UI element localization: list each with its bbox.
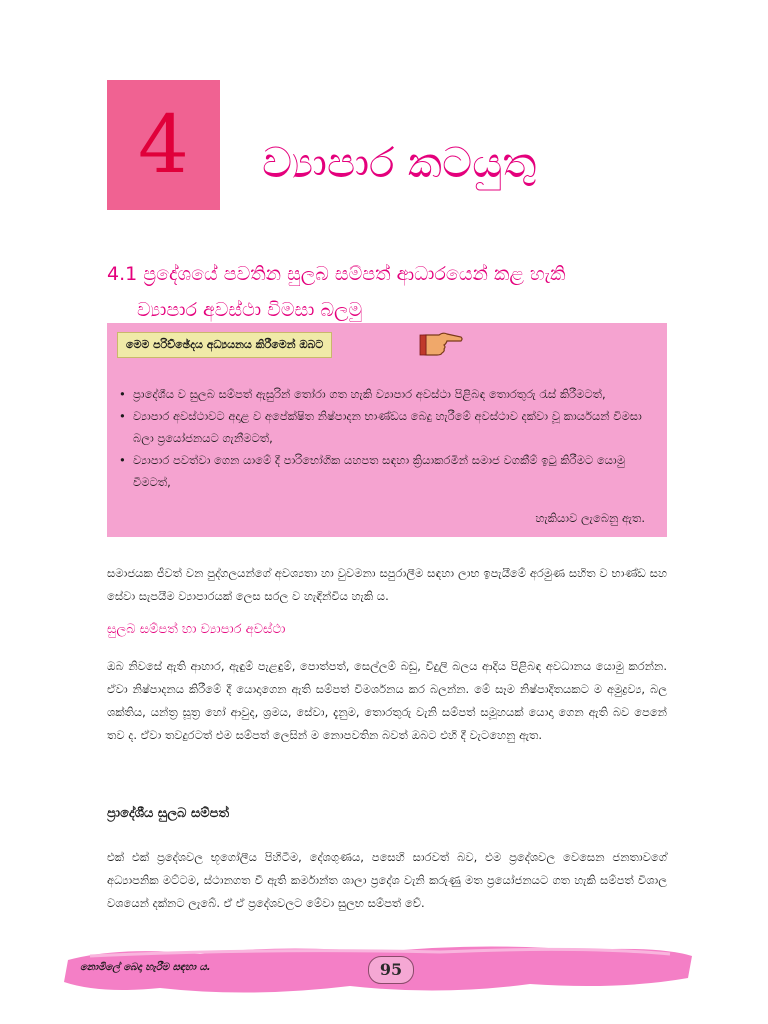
paragraph-resources: ඔබ නිවසේ ඇති ආහාර, ඇඳුම් පැළඳුම්, පොත්පත්, සෙල්ලම් බඩු, විදුලි බලය ආදිය පිළිබඳ අවධානය යොමු කරන්න. ඒවා නිෂ්පාදනය කිරීමේ දී යොදාගෙන ඇති සම්පත් විමර්ශනය කර බලන්න. මේ සෑම නිෂ්පාදිතයකට ම අමුද්‍රව්‍ය, බල ශක්තිය, යන්ත්‍ර සූත්‍ර හෝ ආවුද, ශ්‍රමය, සේවා, දැනුම, තොරතුරු වැනි සම්පත් සමූහයක් යොදා ගෙන ඇති බව පෙනේ තව ද. ඒවා තවදුරටත් එම සම්පත් ලෙසින් ම නොපවතින බවත් ඔබට එහි දී වැටහෙනු ඇත.: [107, 659, 667, 742]
subheading-regional: ප්‍රාදේශීය සුලබ සම්පත්: [107, 806, 230, 821]
section-heading: [107, 256, 707, 328]
intro-paragraph: සමාජයක ජීවත් වන පුද්ගලයන්ගේ අවශ්‍යතා හා වුවමනා සපුරාලීම සඳහා ලාභ ඉපැයීමේ අරමුණ සහිත ව භාණ්ඩ සහ සේවා සැපයීම ව්‍යාපාරයක් ලෙස සරල ව හැඳින්විය හැකි ය.: [107, 566, 667, 603]
list-item: • ව්‍යාපාර පවත්වා ගෙන යාමේ දී පාරිභෝගික යහපත සඳහා ක්‍රියාකරමින් සමාජ වගකීම් ඉටු කිරීමට යොමු වීමටත්,: [119, 449, 655, 493]
bullet-icon: •: [119, 409, 126, 423]
bullet-icon: •: [119, 453, 126, 467]
objectives-list: [119, 383, 655, 493]
footer-slogan: නොමිලේ බෙදා හැරීම සඳහා ය.: [80, 962, 211, 973]
subheading-resources: සුලබ සම්පත් හා ව්‍යාපාර අවස්ථා: [107, 622, 286, 637]
list-item: • ප්‍රාදේශීය ව සුලබ සම්පත් ඇසුරින් තෝරා ගත හැකි ව්‍යාපාර අවස්ථා පිළිබඳ තොරතුරු රැස් කිරීමටත්,: [119, 383, 655, 405]
objectives-header: මෙම පරිච්ඡේදය අධ්‍යයනය කිරීමෙන් ඔබට: [117, 332, 332, 358]
list-item: • ව්‍යාපාර අවස්ථාවට අදාළ ව අපේක්ෂිත නිෂ්පාදන භාණ්ඩය බෙදු හැරීමේ අවස්ථාව දක්වා වූ කාර්යයන් විමසා බලා ප්‍රයෝජනයට ගැනීමටත්,: [119, 405, 655, 449]
chapter-number: 4: [138, 98, 189, 191]
pointing-hand-icon: [419, 329, 463, 357]
chapter-number-box: [107, 80, 220, 210]
bullet-icon: •: [119, 387, 126, 401]
objectives-box: [107, 323, 667, 537]
section-heading-line1: 4.1 ප්‍රදේශයේ පවතින සුලබ සම්පත් ආධාරයෙන් කළ හැකි: [107, 263, 566, 285]
page-number: 95: [368, 956, 414, 984]
paragraph-regional: එක් එක් ප්‍රදේශවල භූගෝලීය පිහිටීම, දේශගුණය, පසෙහි සාරවත් බව, එම ප්‍රදේශවල වෙසෙන ජනතාවගේ අධ්‍යාපනික මට්ටම, ස්ථානගත වී ඇති කර්මාන්ත ශාලා ප්‍රදේශ වැනි කරුණු මත ප්‍රයෝජනයට ගත හැකි සම්පත් විශාල වශයෙන් දක්නට ලැබේ. ඒ ඒ ප්‍රදේශවලට මේවා සුලභ සම්පත් වේ.: [107, 850, 667, 910]
objectives-footer: හැකියාව ලැබෙනු ඇත.: [535, 511, 645, 525]
chapter-title: ව්‍යාපාර කටයුතු: [262, 138, 537, 187]
section-heading-line2: ව්‍යාපාර අවස්ථා විමසා බලමු: [137, 299, 363, 321]
